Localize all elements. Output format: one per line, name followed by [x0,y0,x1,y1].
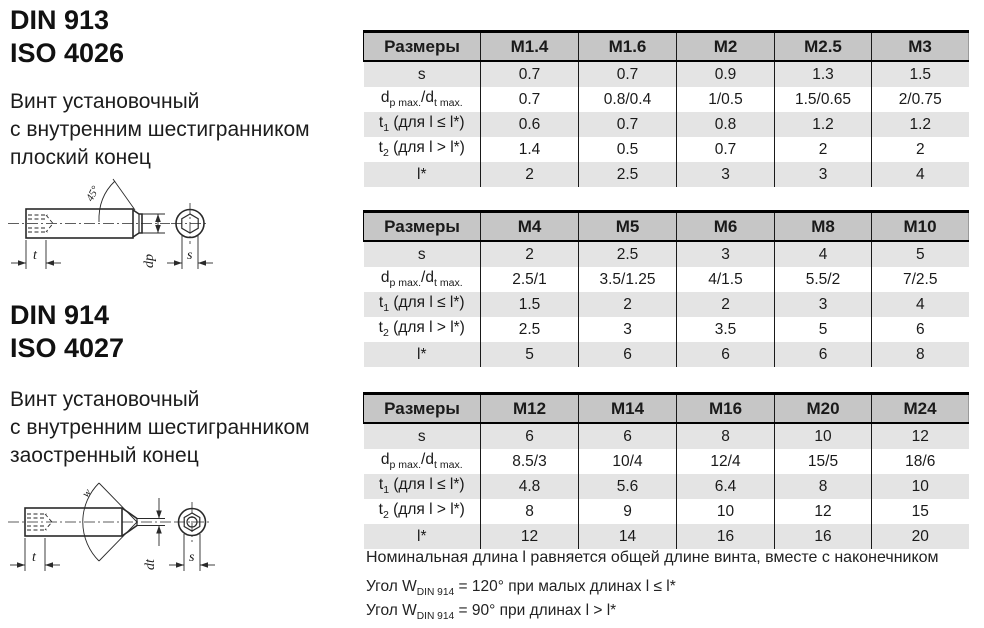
row-label-t2: $t_2$ (для l > l*) [378,501,465,522]
dim-t-label: t [33,248,37,263]
angle-note-90: Угол $W_{DIN 914} = 90^\circ$ при длинах l > l* [366,602,617,623]
col-header: M1.6 [579,32,677,62]
end-view [171,203,209,244]
dimensions-table-m12-m24 [363,392,969,549]
cell: 12 [775,499,872,524]
dimensions-table-m4-m10 [363,210,969,367]
dimensions-table-m14-m3 [363,30,969,187]
cell: 1.5 [872,61,969,87]
row-s [364,241,969,267]
header-row [364,212,969,242]
cell: 0.9 [677,61,775,87]
col-header: M6 [677,212,775,242]
row-label-t1: $t_1$ (для l ≤ l*) [378,476,465,497]
cell: 4 [775,241,872,267]
cell: 0.7 [481,61,579,87]
cell: 0.7 [579,61,677,87]
description-line: с внутренним шестигранником [10,416,310,439]
dim-s-label: s [187,248,193,263]
row-label-l: l* [417,165,427,183]
cell: 8 [872,342,969,367]
chamfer-angle-label: 45° [84,184,102,204]
cell: 1.2 [872,112,969,137]
row-t2 [364,137,969,162]
cell: 4 [872,162,969,187]
col-header: M10 [872,212,969,242]
row-label-t2: $t_2$ (для l > l*) [378,319,465,340]
standard-title-din913 [10,4,124,70]
cell: 3 [677,241,775,267]
standard-line: DIN 914 [10,300,110,330]
dimension-s [167,235,213,269]
row-dp-dt [364,87,969,112]
cell: 5 [872,241,969,267]
cell: 0.5 [579,137,677,162]
row-label-t2: $t_2$ (для l > l*) [378,139,465,160]
cell: 3 [677,162,775,187]
cell: 10 [677,499,775,524]
dim-dp-label: dp [142,254,157,268]
cell: 12 [481,524,579,549]
cell: 3 [775,162,872,187]
col-header: M4 [481,212,579,242]
cell: 6 [579,423,677,449]
row-label-l: l* [417,527,427,545]
col-header: M1.4 [481,32,579,62]
din913-flat-point-drawing [2,172,242,302]
length-note: Номинальная длина l равняется общей длине винта, вместе с наконечником [366,549,939,566]
cell: 12 [872,423,969,449]
standard-line: ISO 4027 [10,333,125,363]
header-row [364,394,969,424]
cell: 0.7 [481,87,579,112]
cell: 5 [775,317,872,342]
row-l [364,342,969,367]
cell: 12/4 [677,449,775,474]
row-label-dp-dt: $d_{p max.}/d_{t max.}$ [380,89,463,110]
cell: 14 [579,524,677,549]
standard-line: DIN 913 [10,5,110,35]
cell: 20 [872,524,969,549]
cell: 1.5 [481,292,579,317]
cell: 2 [481,162,579,187]
row-s [364,61,969,87]
row-label-dp-dt: $d_{p max.}/d_{t max.}$ [380,451,463,472]
cell: 2 [872,137,969,162]
row-label-s: s [417,427,426,445]
cell: 2 [677,292,775,317]
cell: 3 [579,317,677,342]
dim-s-label: s [189,550,195,565]
cell: 3.5/1.25 [579,267,677,292]
row-label-dp-dt: $d_{p max.}/d_{t max.}$ [380,269,463,290]
description-line: Винт установочный [10,388,200,411]
row-dp-dt [364,449,969,474]
row-dp-dt [364,267,969,292]
dimension-t [11,240,61,269]
header-row [364,32,969,62]
row-l [364,162,969,187]
cell: 3.5 [677,317,775,342]
dimension-t [10,538,60,571]
cell: 5.6 [579,474,677,499]
cell: 5 [481,342,579,367]
cone-angle-label: w [79,486,94,500]
cell: 1.2 [775,112,872,137]
cell: 10 [775,423,872,449]
cell: 0.6 [481,112,579,137]
cell: 3 [775,292,872,317]
cell: 8 [481,499,579,524]
row-label-t1: $t_1$ (для l ≤ l*) [378,114,465,135]
standard-title-din914 [10,299,124,365]
row-label-s: s [417,245,426,263]
row-label-s: s [417,65,426,83]
header-sizes: Размеры [364,32,481,62]
col-header: M2 [677,32,775,62]
cell: 1.4 [481,137,579,162]
col-header: M24 [872,394,969,424]
col-header: M8 [775,212,872,242]
cell: 10/4 [579,449,677,474]
row-t1 [364,292,969,317]
row-t2 [364,317,969,342]
dimension-dt [137,498,165,570]
row-label-l: l* [417,345,427,363]
cell: 1.5/0.65 [775,87,872,112]
description-din914 [10,386,310,470]
cell: 0.8/0.4 [579,87,677,112]
cell: 0.8 [677,112,775,137]
cell: 6 [677,342,775,367]
cell: 16 [677,524,775,549]
col-header: M3 [872,32,969,62]
cell: 18/6 [872,449,969,474]
row-t2 [364,499,969,524]
row-t1 [364,112,969,137]
chamfer-angle-callout [84,179,135,222]
cell: 0.7 [677,137,775,162]
col-header: M14 [579,394,677,424]
cell: 2.5/1 [481,267,579,292]
dim-t-label: t [32,550,36,565]
col-header: M16 [677,394,775,424]
cell: 2 [579,292,677,317]
din914-cone-point-drawing [2,476,242,608]
cell: 2/0.75 [872,87,969,112]
col-header: M20 [775,394,872,424]
cell: 6.4 [677,474,775,499]
cell: 0.7 [579,112,677,137]
angle-note-120: Угол $W_{DIN 914} = 120^\circ$ при малых длинах l ≤ l* [366,578,676,599]
dim-dt-label: dt [143,559,158,570]
cell: 1.3 [775,61,872,87]
col-header: M2.5 [775,32,872,62]
end-view [174,502,210,542]
description-line: с внутренним шестигранником [10,118,310,141]
row-s [364,423,969,449]
cell: 6 [579,342,677,367]
col-header: M5 [579,212,677,242]
cell: 4/1.5 [677,267,775,292]
cell: 6 [481,423,579,449]
cell: 8 [775,474,872,499]
cell: 10 [872,474,969,499]
cell: 2.5 [579,241,677,267]
dimension-s [169,534,215,571]
cell: 7/2.5 [872,267,969,292]
cell: 6 [775,342,872,367]
row-label-t1: $t_1$ (для l ≤ l*) [378,294,465,315]
cell: 16 [775,524,872,549]
description-line: заостренный конец [10,444,199,467]
cell: 9 [579,499,677,524]
standard-line: ISO 4026 [10,38,125,68]
dimension-dp [142,214,165,268]
cell: 5.5/2 [775,267,872,292]
description-line: Винт установочный [10,90,200,113]
row-t1 [364,474,969,499]
cell: 8 [677,423,775,449]
cell: 15 [872,499,969,524]
cell: 2.5 [481,317,579,342]
cell: 4.8 [481,474,579,499]
header-sizes: Размеры [364,212,481,242]
cell: 6 [872,317,969,342]
row-l [364,524,969,549]
cell: 4 [872,292,969,317]
cell: 2.5 [579,162,677,187]
cell: 1/0.5 [677,87,775,112]
col-header: M12 [481,394,579,424]
description-line: плоский конец [10,146,151,169]
cell: 2 [481,241,579,267]
description-din913 [10,88,310,172]
cell: 2 [775,137,872,162]
cell: 8.5/3 [481,449,579,474]
cell: 15/5 [775,449,872,474]
header-sizes: Размеры [364,394,481,424]
